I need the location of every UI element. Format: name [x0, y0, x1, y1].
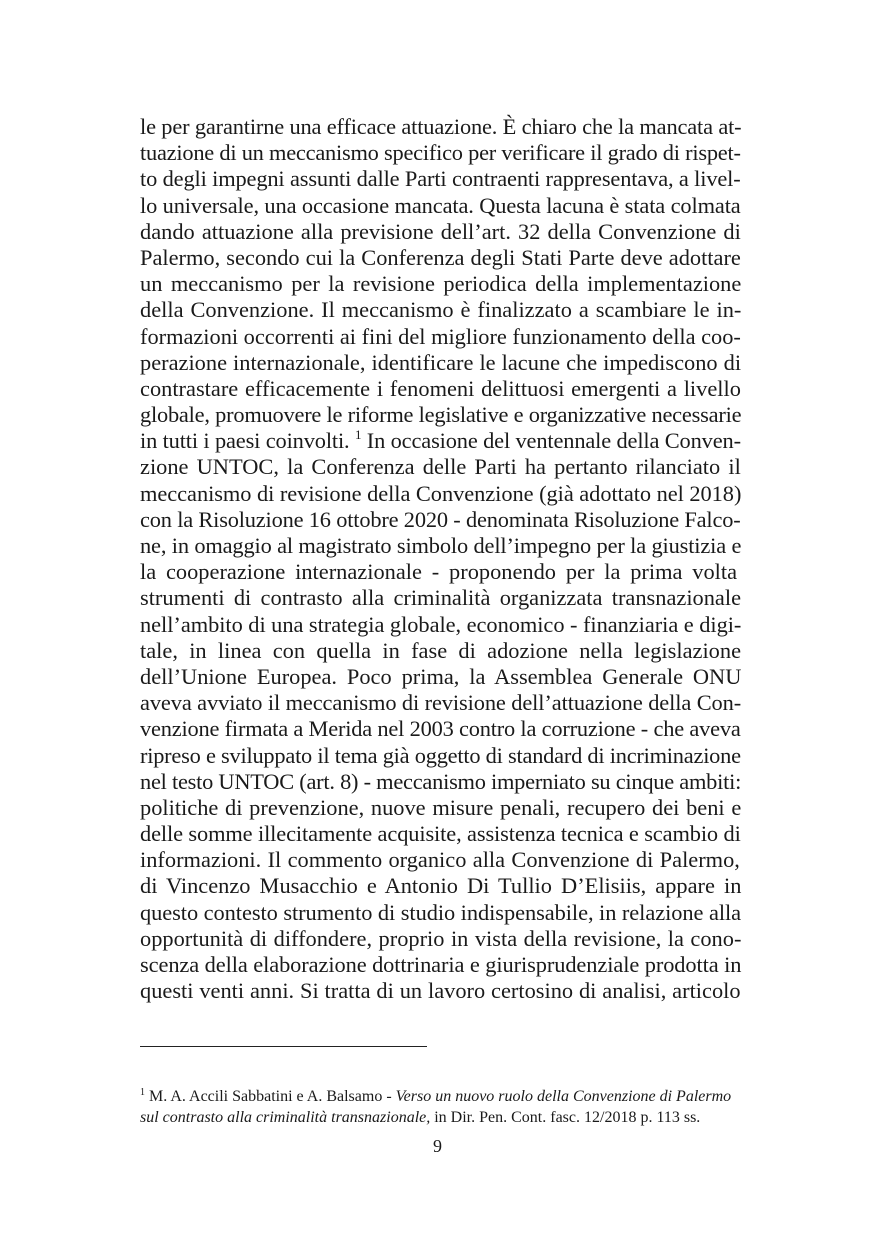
text-line: delle somme illecitamente acquisite, assistenza tecnica e scambio di: [140, 821, 741, 847]
text-line: questo contesto strumento di studio indispensabile, in relazione alla: [140, 899, 742, 925]
text-line: tale, in linea con quella in fase di adozione nella legislazione: [140, 637, 742, 663]
footnote-title-part-2: sul contrasto alla criminalità transnazionale,: [140, 1109, 431, 1126]
text-line: la cooperazione internazionale - proponendo per la prima volta: [140, 559, 738, 585]
body-paragraph: [140, 114, 741, 1004]
text-line: ne, in omaggio al magistrato simbolo dell’impegno per la giustizia e: [140, 533, 742, 558]
text-line: lo universale, una occasione mancata. Questa lacuna è stata colmata: [140, 192, 741, 218]
footnote: [140, 1086, 750, 1128]
text-line: informazioni. Il commento organico alla Convenzione di Palermo,: [140, 847, 740, 873]
text-line: opportunità di diffondere, proprio in vista della revisione, la cono-: [140, 925, 742, 951]
text-line: to degli impegni assunti dalle Parti contraenti rappresentava, a livel-: [140, 166, 741, 192]
text-line: contrastare efficacemente i fenomeni delittuosi emergenti a livello: [140, 375, 741, 401]
text-line: scenza della elaborazione dottrinaria e giurisprudenziale prodotta in: [140, 952, 742, 977]
text-line: ripreso e sviluppato il tema già oggetto di standard di incriminazione: [140, 742, 741, 768]
text-line: meccanismo di revisione della Convenzione (già adottato nel 2018): [140, 480, 742, 506]
text-segment: In occasione del ventennale della Conven-: [361, 428, 741, 454]
text-line: globale, promuovere le riforme legislative e organizzative necessarie: [140, 402, 742, 428]
footnote-title-part-1: Verso un nuovo ruolo della Convenzione di Palermo: [395, 1088, 732, 1105]
footnote-separator: [140, 1046, 427, 1047]
footnote-source: in Dir. Pen. Cont. fasc. 12/2018 p. 113 ss.: [430, 1109, 701, 1126]
text-line: le per garantirne una efficace attuazione. È chiaro che la mancata at-: [140, 114, 742, 139]
footnote-line-1: [140, 1086, 750, 1107]
text-line: zione UNTOC, la Conferenza delle Parti ha pertanto rilanciato il: [140, 454, 741, 480]
footnote-line-2: [140, 1107, 750, 1128]
text-line: un meccanismo per la revisione periodica della implementazione: [140, 271, 742, 297]
text-line: perazione internazionale, identificare le lacune che impediscono di: [140, 349, 742, 375]
text-line: aveva avviato il meccanismo di revisione dell’attuazione della Con-: [140, 690, 742, 716]
footnote-authors: M. A. Accili Sabbatini e A. Balsamo -: [145, 1088, 396, 1105]
text-line: formazioni occorrenti ai fini del migliore funzionamento della coo-: [140, 323, 741, 349]
text-line: con la Risoluzione 16 ottobre 2020 - denominata Risoluzione Falco-: [140, 506, 741, 532]
text-line: strumenti di contrasto alla criminalità organizzata transnazionale: [140, 585, 742, 611]
text-line: questi venti anni. Si tratta di un lavoro certosino di analisi, articolo: [140, 978, 741, 1004]
text-segment: in tutti i paesi coinvolti.: [140, 428, 350, 454]
text-line: nel testo UNTOC (art. 8) - meccanismo imperniato su cinque ambiti:: [140, 768, 742, 794]
text-line: nell’ambito di una strategia globale, economico - finanziaria e digi-: [140, 611, 742, 637]
text-line: di Vincenzo Musacchio e Antonio Di Tullio D’Elisiis, appare in: [140, 873, 742, 899]
text-line: tuazione di un meccanismo specifico per verificare il grado di rispet-: [140, 140, 741, 166]
text-line: della Convenzione. Il meccanismo è finalizzato a scambiare le in-: [140, 297, 742, 323]
page-number: 9: [433, 1136, 442, 1156]
text-line: dando attuazione alla previsione dell’art. 32 della Convenzione di: [140, 218, 741, 244]
text-line: [140, 428, 741, 454]
text-line: venzione firmata a Merida nel 2003 contro la corruzione - che aveva: [140, 716, 741, 742]
text-line: Palermo, secondo cui la Conferenza degli Stati Parte deve adottare: [140, 244, 741, 270]
footnote-reference[interactable]: 1: [354, 427, 362, 443]
footnote-number: 1: [140, 1087, 145, 1098]
text-line: dell’Unione Europea. Poco prima, la Assemblea Generale ONU: [140, 663, 742, 689]
text-line: politiche di prevenzione, nuove misure penali, recupero dei beni e: [140, 794, 742, 820]
